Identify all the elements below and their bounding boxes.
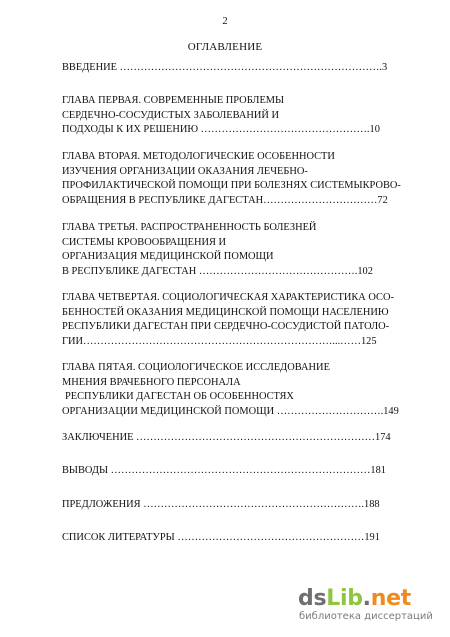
toc-line: ОРГАНИЗАЦИЯ МЕДИЦИНСКОЙ ПОМОЩИ (62, 251, 274, 263)
logo-part-lib: Lib (326, 586, 363, 611)
toc-line: РЕСПУБЛИКИ ДАГЕСТАН ПРИ СЕРДЕЧНО-СОСУДИСТОЙ ПАТОЛО- (62, 321, 390, 333)
toc-entry-chapter-4 (62, 291, 422, 349)
toc-entry-proposals (62, 498, 422, 513)
toc-line: ПРЕДЛОЖЕНИЯ ……………………………………………………….188 (62, 499, 380, 510)
toc-line: ГЛАВА ПЯТАЯ. СОЦИОЛОГИЧЕСКОЕ ИССЛЕДОВАНИЕ (62, 362, 330, 373)
toc-line: ПОДХОДЫ К ИХ РЕШЕНИЮ ………………………………………….10 (62, 124, 380, 136)
toc-line: ПРОФИЛАКТИЧЕСКОЙ ПОМОЩИ ПРИ БОЛЕЗНЯХ СИСТЕМЫКРОВО- (62, 180, 401, 192)
toc-entry-introduction (62, 61, 422, 76)
toc-line: МНЕНИЯ ВРАЧЕБНОГО ПЕРСОНАЛА (62, 376, 241, 388)
toc-entry-chapter-3 (62, 221, 422, 279)
toc-line: СПИСОК ЛИТЕРАТУРЫ ………………………………………………191 (62, 532, 380, 543)
toc-line: ВЫВОДЫ …………………………………………………………………181 (62, 465, 387, 476)
logo-part-dot: . (362, 586, 371, 611)
page-number: 2 (222, 16, 228, 27)
toc-line: РЕСПУБЛИКИ ДАГЕСТАН ОБ ОСОБЕННОСТЯХ (65, 391, 294, 403)
toc-heading: ОГЛАВЛЕНИЕ (187, 41, 263, 53)
watermark (298, 587, 438, 627)
toc-line: ОБРАЩЕНИЯ В РЕСПУБЛИКЕ ДАГЕСТАН……………………………72 (62, 194, 388, 206)
toc-entry-conclusion (62, 431, 422, 446)
toc-entry-findings (62, 464, 422, 479)
toc-line: В РЕСПУБЛИКЕ ДАГЕСТАН ……………………………………….102 (62, 265, 373, 277)
dslib-logo (298, 587, 411, 611)
logo-part-net: net (370, 586, 411, 611)
toc-line: ГЛАВА ВТОРАЯ. МЕТОДОЛОГИЧЕСКИЕ ОСОБЕННОСТИ (62, 151, 335, 162)
toc-entry-references (62, 531, 422, 546)
toc-entry-chapter-2 (62, 150, 422, 208)
logo-part-ds: ds (298, 586, 327, 611)
toc-line: ВВЕДЕНИЕ ………………………………………………………………….3 (62, 62, 388, 73)
toc-line: ИЗУЧЕНИЯ ОРГАНИЗАЦИИ ОКАЗАНИЯ ЛЕЧЕБНО- (62, 165, 308, 177)
toc-line: ГИИ………………………………………………………………...……125 (62, 335, 377, 347)
toc-line: ОРГАНИЗАЦИИ МЕДИЦИНСКОЙ ПОМОЩИ ………………………….149 (62, 405, 399, 417)
toc-line: СИСТЕМЫ КРОВООБРАЩЕНИЯ И (62, 236, 227, 248)
toc-entry-chapter-1 (62, 94, 422, 138)
toc-entry-chapter-5 (62, 361, 422, 419)
toc-line: СЕРДЕЧНО-СОСУДИСТЫХ ЗАБОЛЕВАНИЙ И (62, 109, 279, 121)
watermark-tagline: библиотека диссертаций (299, 611, 433, 622)
toc-line: ГЛАВА ТРЕТЬЯ. РАСПРОСТРАНЕННОСТЬ БОЛЕЗНЕЙ (62, 222, 317, 233)
toc-line: БЕННОСТЕЙ ОКАЗАНИЯ МЕДИЦИНСКОЙ ПОМОЩИ НАСЕЛЕНИЮ (62, 306, 389, 318)
toc-line: ЗАКЛЮЧЕНИЕ ……………………………………………………………174 (62, 432, 391, 443)
toc-line: ГЛАВА ЧЕТВЕРТАЯ. СОЦИОЛОГИЧЕСКАЯ ХАРАКТЕРИСТИКА ОСО- (62, 292, 394, 303)
toc-line: ГЛАВА ПЕРВАЯ. СОВРЕМЕННЫЕ ПРОБЛЕМЫ (62, 95, 285, 106)
